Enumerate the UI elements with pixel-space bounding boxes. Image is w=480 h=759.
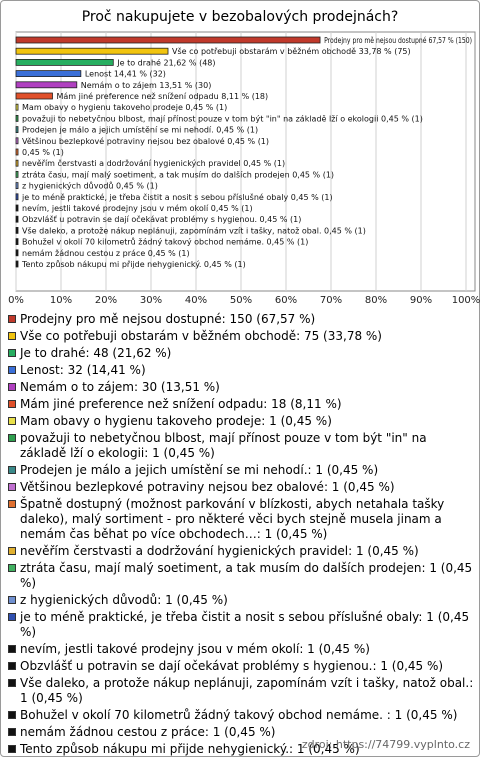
legend-swatch xyxy=(8,366,16,374)
legend-label: z hygienických důvodů: 1 (0,45 %) xyxy=(20,593,228,607)
bar-label: je to méně praktické, je třeba čistit a nosit s sebou příslušné obaly 0,45 % (1) xyxy=(21,192,333,202)
legend-label: Nemám o to zájem: 30 (13,51 %) xyxy=(20,380,220,394)
bar-chart xyxy=(0,0,480,312)
legend-label: Obzvlášť u potravin se dají očekávat problémy s hygienou.: 1 (0,45 %) xyxy=(20,659,443,673)
bar-label: Tento způsob nákupu mi přijde nehygienický. 0,45 % (1) xyxy=(21,259,246,269)
x-tick-label: 20% xyxy=(95,295,117,306)
legend-label: považuji to nebetyčnou blbost, mají přínost pouze v tom být "in" na základě lží o ekologii: 1 (0,45 %) xyxy=(20,431,427,460)
bar-label: Lenost 14,41 % (32) xyxy=(85,70,166,79)
legend-item xyxy=(8,659,474,674)
bar xyxy=(16,205,18,211)
bar-label: Bohužel v okolí 70 kilometrů žádný takový obchod nemáme. 0,45 % (1) xyxy=(22,237,308,247)
bar xyxy=(16,239,18,245)
source-note: zdroj: https://74799.vyplnto.cz xyxy=(302,738,470,751)
bar xyxy=(16,37,320,43)
bar xyxy=(16,183,18,189)
bar xyxy=(16,138,18,144)
x-tick-label: 70% xyxy=(320,295,342,306)
bar xyxy=(16,227,18,233)
bar xyxy=(16,194,18,200)
legend-item xyxy=(8,380,474,395)
x-tick-label: 100% xyxy=(452,295,480,306)
bar-label: Prodejny pro mě nejsou dostupné 67 5 xyxy=(324,35,472,45)
chart-title: Proč nakupujete v bezobalových prodejnách? xyxy=(0,9,480,25)
legend-swatch xyxy=(8,434,16,442)
legend-label: Je to drahé: 48 (21,62 %) xyxy=(20,346,171,360)
legend-label: Lenost: 32 (14,41 %) xyxy=(20,363,146,377)
legend-label: Vše co potřebuji obstarám v běžném obchodě: 75 (33,78 %) xyxy=(20,329,382,343)
legend-swatch xyxy=(8,383,16,391)
bar xyxy=(16,82,77,88)
legend-swatch xyxy=(8,315,16,323)
x-tick-label: 0% xyxy=(8,295,24,306)
legend-item xyxy=(8,463,474,478)
bar xyxy=(16,127,18,133)
legend-swatch xyxy=(8,500,16,508)
x-tick-label: 60% xyxy=(275,295,297,306)
legend-item xyxy=(8,642,474,657)
legend-item xyxy=(8,497,474,542)
bar xyxy=(16,48,168,54)
legend-label: Mám jiné preference než snížení odpadu: 18 (8,11 %) xyxy=(20,397,342,411)
legend-label: Bohužel v okolí 70 kilometrů žádný takový obchod nemáme. : 1 (0,45 %) xyxy=(20,708,457,722)
bar xyxy=(16,104,18,110)
x-tick-label: 40% xyxy=(185,295,207,306)
legend-swatch xyxy=(8,332,16,340)
legend-swatch xyxy=(8,645,16,653)
x-tick-label: 10% xyxy=(50,295,72,306)
legend-swatch xyxy=(8,728,16,736)
bar-label: nevím, jestli takové prodejny jsou v mém okolí 0,45 % (1) xyxy=(22,203,253,213)
legend-swatch xyxy=(8,613,16,621)
legend-swatch xyxy=(8,417,16,425)
legend-item xyxy=(8,363,474,378)
bar-label: Vše daleko, a protože nákup neplánuji, zapomínám vzít i tašky, natož obal. 0,45 % (1) xyxy=(22,225,366,235)
legend-swatch xyxy=(8,745,16,753)
legend-label: nemám žádnou cestou z práce: 1 (0,45 %) xyxy=(20,725,275,739)
bar xyxy=(16,71,81,77)
bar-label: Většinou bezlepkové potraviny nejsou bez obalové 0,45 % (1) xyxy=(22,136,269,146)
legend-label: Prodejen je málo a jejich umístění se mi nehodí.: 1 (0,45 %) xyxy=(20,463,378,477)
legend-item xyxy=(8,593,474,608)
legend-label: Tento způsob nákupu mi přijde nehygienický.: 1 (0,45 %) xyxy=(20,742,360,756)
legend xyxy=(8,312,474,759)
bar xyxy=(16,250,18,256)
legend-swatch xyxy=(8,466,16,474)
legend-label: Prodejny pro mě nejsou dostupné: 150 (67,57 %) xyxy=(20,312,315,326)
legend-item xyxy=(8,329,474,344)
legend-label: Špatně dostupný (možnost parkování v blízkosti, abych netahala tašky daleko), malý sortiment - pro některé věci bych stejně musela jinam a nemám čas běhat po více obchodech…: 1 (0,45 %) xyxy=(20,497,444,541)
legend-item xyxy=(8,544,474,559)
bar-label: Prodejen je málo a jejich umístění se mi nehodí. 0,45 % (1) xyxy=(22,126,258,135)
bar xyxy=(16,160,18,166)
bar-label: Vše co potřebuji obstarám v běžném obchodě 33,78 % (75) xyxy=(172,46,411,56)
bar xyxy=(16,149,18,155)
legend-swatch xyxy=(8,483,16,491)
legend-swatch xyxy=(8,547,16,555)
bar-label: Obzvlášť u potravin se dají očekávat problémy s hygienou. 0,45 % (1) xyxy=(22,214,301,224)
bar-label: Mám jiné preference než snížení odpadu 8,11 % (18) xyxy=(56,91,268,101)
bar xyxy=(16,93,52,99)
x-tick-label: 80% xyxy=(365,295,387,306)
legend-item xyxy=(8,708,474,723)
legend-swatch xyxy=(8,711,16,719)
bar xyxy=(16,216,18,222)
legend-swatch xyxy=(8,596,16,604)
bar-label: nemám žádnou cestou z práce 0,45 % (1) xyxy=(22,249,190,258)
bar-label: nevěřím čerstvasti a dodržování hygienických pravidel 0,45 % (1) xyxy=(22,158,285,168)
x-tick-label: 90% xyxy=(410,295,432,306)
x-tick-label: 30% xyxy=(140,295,162,306)
legend-item xyxy=(8,676,474,706)
legend-swatch xyxy=(8,349,16,357)
bar-label: Mam obavy o hygienu takoveho prodeje 0,45 % (1) xyxy=(22,103,227,112)
legend-item xyxy=(8,480,474,495)
legend-item xyxy=(8,431,474,461)
legend-swatch xyxy=(8,400,16,408)
legend-label: Vše daleko, a protože nákup neplánuji, zapomínám vzít i tašky, natož obal.: 1 (0,45 %) xyxy=(20,676,473,705)
bar xyxy=(16,115,18,121)
legend-label: nevím, jestli takové prodejny jsou v mém okolí: 1 (0,45 %) xyxy=(20,642,370,656)
bar-label: 0,45 % (1) xyxy=(22,148,64,157)
legend-item xyxy=(8,346,474,361)
legend-label: je to méně praktické, je třeba čistit a nosit s sebou příslušné obaly: 1 (0,45 %) xyxy=(20,610,469,639)
legend-swatch xyxy=(8,564,16,572)
bar-label: Je to drahé 21,62 % (48) xyxy=(116,57,215,67)
x-tick-label: 50% xyxy=(230,295,252,306)
bar xyxy=(16,261,18,267)
legend-swatch xyxy=(8,679,16,687)
bar-label: považuji to nebetyčnou blbost, mají přínost pouze v tom být "in" na základě lží o ekologii 0,45 % (1) xyxy=(22,113,423,123)
legend-swatch xyxy=(8,662,16,670)
legend-item xyxy=(8,414,474,429)
bar-label: z hygienických důvodů 0,45 % (1) xyxy=(22,181,158,191)
legend-item xyxy=(8,397,474,412)
bar xyxy=(16,59,113,65)
legend-label: ztráta času, mají malý soetiment, a tak musím do dalších prodejen: 1 (0,45 %) xyxy=(20,561,472,590)
legend-label: Mam obavy o hygienu takoveho prodeje: 1 (0,45 %) xyxy=(20,414,332,428)
bar xyxy=(16,171,18,177)
legend-label: nevěřím čerstvasti a dodržování hygienických pravidel: 1 (0,45 %) xyxy=(20,544,419,558)
legend-item xyxy=(8,610,474,640)
bar-label: Nemám o to zájem 13,51 % (30) xyxy=(81,81,212,90)
legend-label: Většinou bezlepkové potraviny nejsou bez obalové: 1 (0,45 %) xyxy=(20,480,395,494)
bar-label: ztráta času, mají malý soetiment, a tak musím do dalších prodejen 0,45 % (1) xyxy=(22,169,334,179)
legend-item xyxy=(8,312,474,327)
legend-item xyxy=(8,561,474,591)
